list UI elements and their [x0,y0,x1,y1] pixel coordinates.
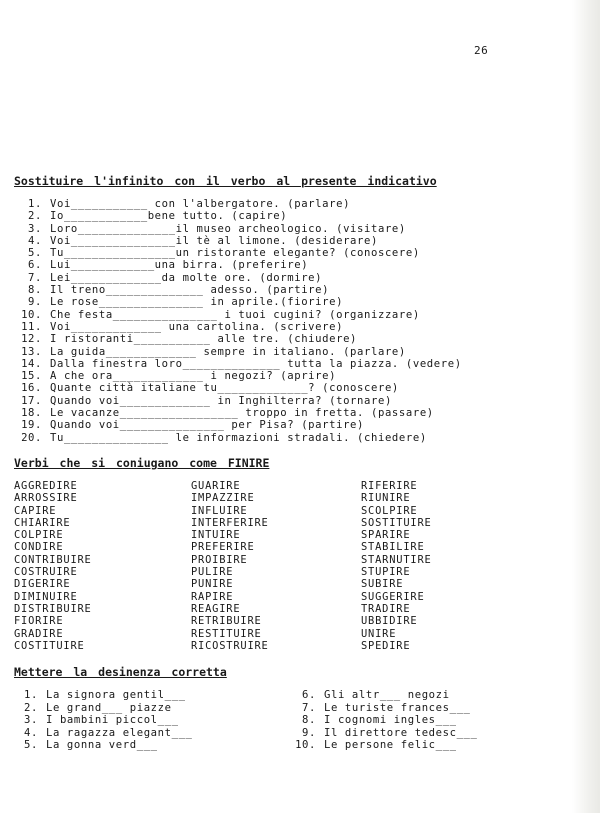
ending-item [14,689,193,702]
verb-item: RESTITUIRE [191,627,262,640]
verb-item: COSTRUIRE [14,566,78,579]
exercise-number: 17. [21,394,42,407]
ending-list-right [292,689,478,752]
verb-item: RAPIRE [191,590,234,603]
page-number: 26 [474,44,489,57]
verb-item: COSTITUIRE [14,639,85,652]
exercise-number: 18. [21,407,42,420]
ending-number: 6. [302,689,316,701]
verb-item: PUNIRE [191,578,234,591]
verb-item: TRADIRE [361,602,411,615]
ending-item [292,739,478,752]
exercise-number: 7. [28,271,42,284]
ending-item [292,689,478,702]
exercise-text: Dalla finestra loro______________ tutta la piazza. (vedere) [50,357,462,370]
exercise-text: La guida_____________ sempre in italiano. (parlare) [50,345,406,358]
verb-item: INTERFERIRE [191,516,269,529]
verb-item: SUGGERIRE [361,590,425,603]
exercise-text: Le vacanze_________________ troppo in fretta. (passare) [50,407,434,420]
exercise-text: Quando voi_____________ in Inghilterra? (tornare) [50,394,392,407]
exercise-list [20,198,462,444]
ending-number: 7. [302,701,316,714]
exercise-item [20,210,462,222]
exercise-item [20,309,462,321]
ending-list-left [14,689,193,752]
ending-number: 4. [24,726,38,739]
ending-text: Le grand___ piazze [46,701,172,714]
verb-item: PREFERIRE [191,541,255,554]
exercise-number: 14. [21,357,42,370]
exercise-item [20,223,462,235]
verb-item: ARROSSIRE [14,492,78,505]
exercise-item [20,346,462,358]
ending-item [14,714,193,727]
verb-item: INTUIRE [191,529,241,542]
verb-item: DISTRIBUIRE [14,602,92,615]
exercise-item [20,407,462,419]
ending-number: 5. [24,739,38,752]
exercise-number: 13. [21,345,42,358]
ending-number: 8. [302,714,316,727]
verb-item: RICOSTRUIRE [191,639,269,652]
verb-item: CHIARIRE [14,516,71,529]
ending-text: Le persone felic___ [324,739,457,752]
exercise-number: 2. [28,210,42,223]
exercise-text: Che festa_______________ i tuoi cugini? (organizzare) [50,308,420,321]
verb-column-3 [361,480,432,652]
exercise-item [20,333,462,345]
exercise-text: Voi_____________ una cartolina. (scrivere) [50,320,344,333]
scan-edge [572,0,600,813]
exercise-item [20,272,462,284]
ending-item [14,727,193,740]
ending-number: 2. [24,701,38,714]
exercise-item [20,259,462,271]
verb-item: REAGIRE [191,602,241,615]
exercise-number: 12. [21,333,42,346]
verb-item: IMPAZZIRE [191,492,255,505]
exercise-text: Tu_______________ le informazioni stradali. (chiedere) [50,431,427,444]
ending-text: La gonna verd___ [46,739,158,752]
ending-text: Le turiste frances___ [324,701,471,714]
verb-item: STUPIRE [361,566,411,579]
verb-item: STABILIRE [361,541,425,554]
ending-text: I cognomi ingles___ [324,714,457,727]
verb-item: CONDIRE [14,541,64,554]
exercise-number: 6. [28,259,42,272]
exercise-number: 9. [28,296,42,309]
ending-number: 9. [302,726,316,739]
exercise-text: A che ora_____________ i negozi? (aprire) [50,370,337,383]
verb-item: GRADIRE [14,627,64,640]
verb-column-1 [14,480,92,652]
ending-item [14,739,193,752]
verb-item: FIORIRE [14,615,64,628]
exercise-item [20,296,462,308]
exercise-number: 8. [28,284,42,297]
exercise-item [20,198,462,210]
verb-item: GUARIRE [191,480,241,492]
exercise-text: Lui____________una birra. (preferire) [50,259,309,272]
ending-item [14,702,193,715]
exercise-item [20,284,462,296]
ending-text: Gli altr___ negozi [324,689,450,701]
exercise-text: Il treno______________ adesso. (partire) [50,284,330,297]
verb-item: RIFERIRE [361,480,418,492]
exercise-item [20,321,462,333]
verb-item: PULIRE [191,566,234,579]
verb-item: RIUNIRE [361,492,411,505]
exercise-item [20,382,462,394]
exercise-number: 15. [21,370,42,383]
exercise-text: Loro______________il museo archeologico. (visitare) [50,222,406,235]
ending-number: 1. [24,689,38,701]
verb-item: UNIRE [361,627,397,640]
verb-item: DIGERIRE [14,578,71,591]
verb-item: SOSTITUIRE [361,516,432,529]
exercise-text: Quando voi_______________ per Pisa? (partire) [50,419,365,432]
verb-item: DIMINUIRE [14,590,78,603]
exercise-text: Voi_______________il tè al limone. (desiderare) [50,234,378,247]
ending-item [292,714,478,727]
ending-text: Il direttore tedesc___ [324,726,478,739]
exercise-item [20,419,462,431]
verb-item: CONTRIBUIRE [14,553,92,566]
verb-item: SPEDIRE [361,639,411,652]
section-title-present-indicative: Sostituire l'infinito con il verbo al presente indicativo [14,174,437,188]
verb-item: UBBIDIRE [361,615,418,628]
exercise-number: 4. [28,234,42,247]
ending-text: La signora gentil___ [46,689,186,701]
exercise-number: 20. [21,431,42,444]
verb-item: COLPIRE [14,529,64,542]
exercise-text: Io____________bene tutto. (capire) [50,210,288,223]
exercise-text: Quante città italiane tu_____________? (conoscere) [50,382,399,395]
ending-text: La ragazza elegant___ [46,726,193,739]
verb-item: INFLUIRE [191,504,248,517]
verb-item: AGGREDIRE [14,480,78,492]
ending-text: I bambini piccol___ [46,714,179,727]
section-title-finire-verbs: Verbi che si coniugano come FINIRE [14,456,270,470]
exercise-text: Tu________________un ristorante elegante? (conoscere) [50,247,420,260]
exercise-item [20,395,462,407]
verb-item: STARNUTIRE [361,553,432,566]
exercise-text: Le rose_______________ in aprile.(fiorire) [50,296,344,309]
exercise-item [20,432,462,444]
exercise-number: 16. [21,382,42,395]
exercise-item [20,358,462,370]
verb-column-2 [191,480,269,652]
exercise-number: 10. [21,308,42,321]
exercise-item [20,247,462,259]
ending-item [292,702,478,715]
exercise-text: Lei_____________da molte ore. (dormire) [50,271,323,284]
section-title-endings: Mettere la desinenza corretta [14,665,227,679]
exercise-item [20,235,462,247]
verb-item: SUBIRE [361,578,404,591]
verb-item: CAPIRE [14,504,57,517]
verb-item: SCOLPIRE [361,504,418,517]
exercise-number: 1. [28,198,42,210]
ending-number: 10. [295,739,316,752]
exercise-number: 5. [28,247,42,260]
exercise-item [20,370,462,382]
exercise-number: 19. [21,419,42,432]
verb-item: PROIBIRE [191,553,248,566]
ending-item [292,727,478,740]
exercise-text: Voi___________ con l'albergatore. (parlare) [50,198,351,210]
verb-item: RETRIBUIRE [191,615,262,628]
exercise-number: 11. [21,320,42,333]
verb-item: SPARIRE [361,529,411,542]
exercise-number: 3. [28,222,42,235]
exercise-text: I ristoranti___________ alle tre. (chiudere) [50,333,358,346]
ending-number: 3. [24,714,38,727]
